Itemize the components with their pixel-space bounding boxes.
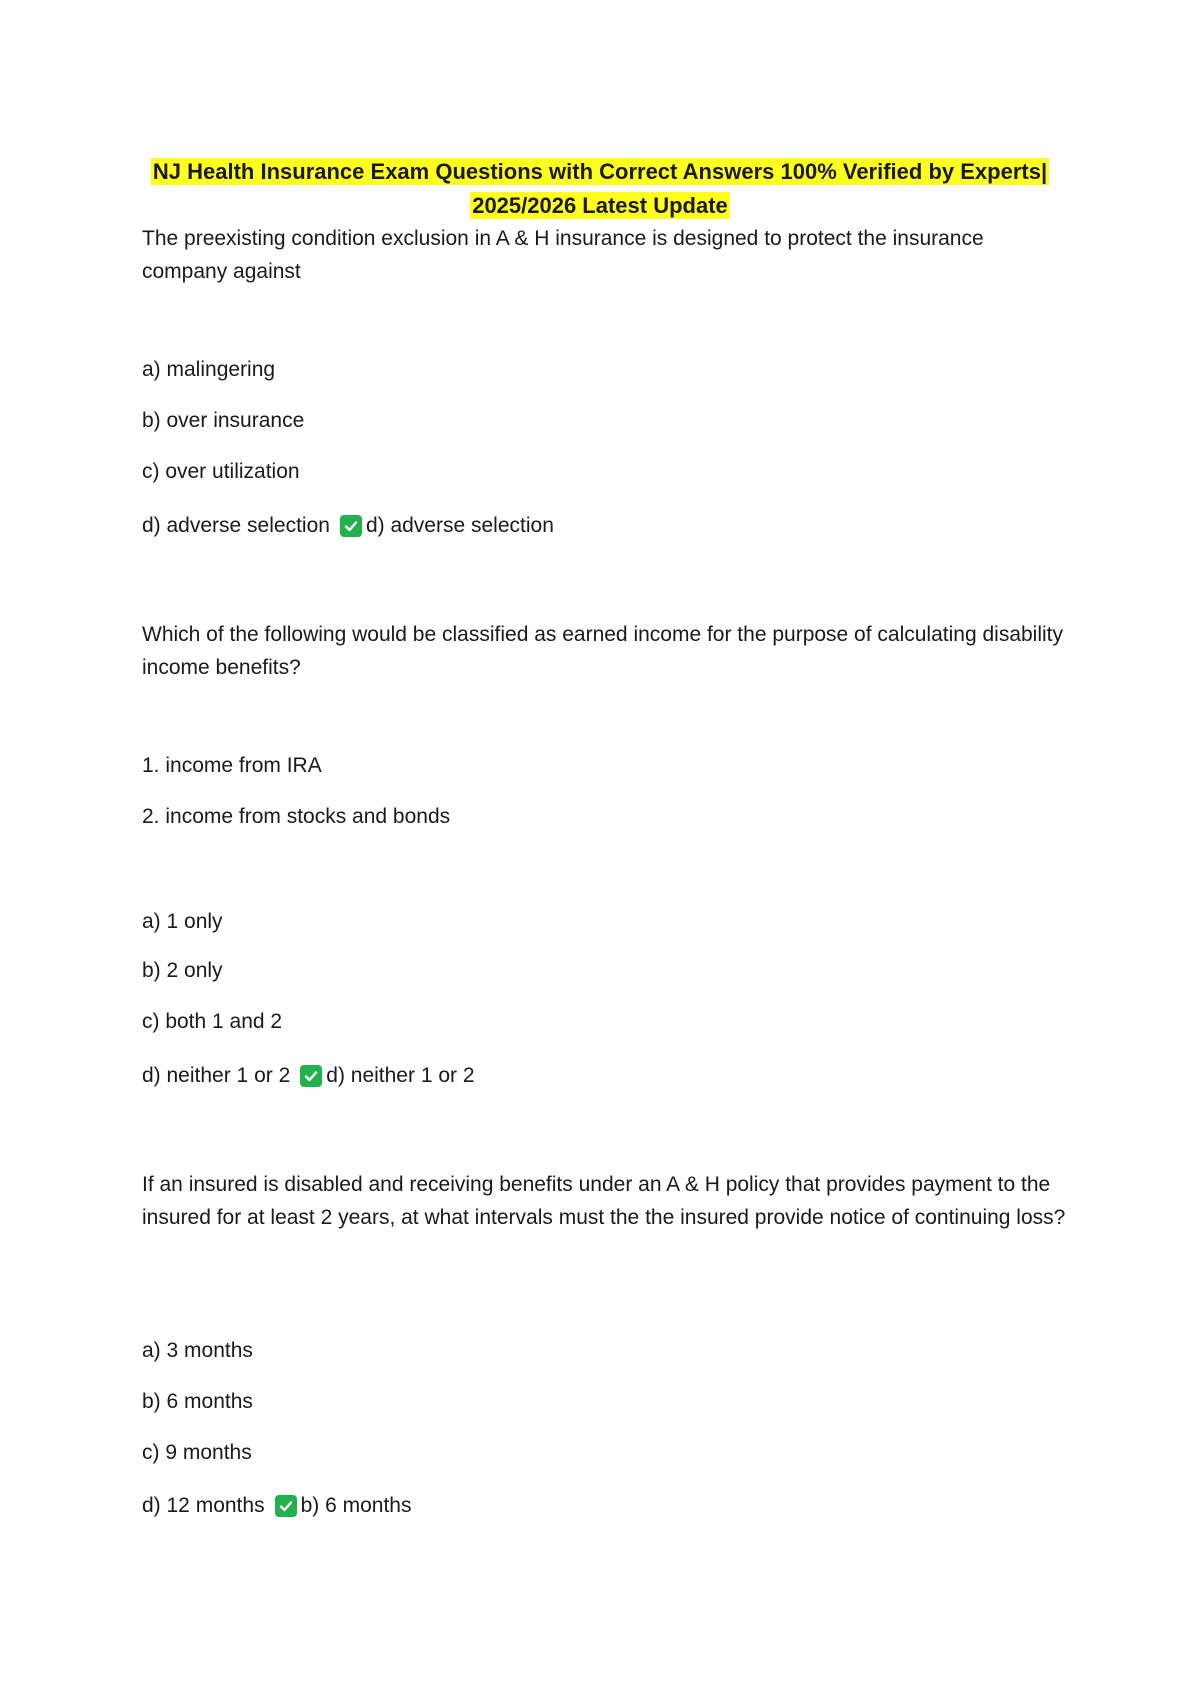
q1-option-d: d) adverse selection	[142, 514, 330, 537]
q1-option-b: b) over insurance	[142, 409, 305, 432]
q1-option-d-row	[142, 512, 554, 540]
q1-answer: d) adverse selection	[365, 514, 554, 537]
q3-option-d-row	[142, 1492, 411, 1520]
document-title	[140, 155, 1060, 223]
q2-option-c: c) both 1 and 2	[142, 1010, 283, 1033]
q3-option-c: c) 9 months	[142, 1441, 252, 1464]
q3-option-d: d) 12 months	[142, 1494, 265, 1517]
q3-option-b: b) 6 months	[142, 1390, 253, 1413]
title-line-1: NJ Health Insurance Exam Questions with Correct Answers 100% Verified by Experts|	[152, 159, 1048, 184]
q3-option-a: a) 3 months	[142, 1339, 253, 1362]
q2-item-2: 2. income from stocks and bonds	[142, 805, 451, 828]
question-3-text: If an insured is disabled and receiving benefits under an A & H policy that provides payment to the insured for at least 2 years, at what intervals must the the insured provide notice of continuing loss?	[142, 1173, 1066, 1229]
check-mark-icon	[340, 515, 362, 537]
q1-option-a: a) malingering	[142, 358, 276, 381]
q2-option-a: a) 1 only	[142, 910, 223, 933]
check-mark-icon	[300, 1065, 322, 1087]
check-mark-icon	[275, 1495, 297, 1517]
q2-option-b: b) 2 only	[142, 959, 223, 982]
q3-answer: b) 6 months	[300, 1494, 412, 1517]
q1-option-c: c) over utilization	[142, 460, 300, 483]
q2-answer: d) neither 1 or 2	[326, 1064, 475, 1087]
question-2-text: Which of the following would be classified as earned income for the purpose of calculating disability income benefits?	[142, 623, 1064, 679]
title-line-2: 2025/2026 Latest Update	[472, 193, 728, 218]
question-1-text: The preexisting condition exclusion in A & H insurance is designed to protect the insurance company against	[142, 227, 984, 283]
q2-option-d-row	[142, 1062, 475, 1090]
q2-item-1: 1. income from IRA	[142, 754, 322, 777]
q2-option-d: d) neither 1 or 2	[142, 1064, 291, 1087]
